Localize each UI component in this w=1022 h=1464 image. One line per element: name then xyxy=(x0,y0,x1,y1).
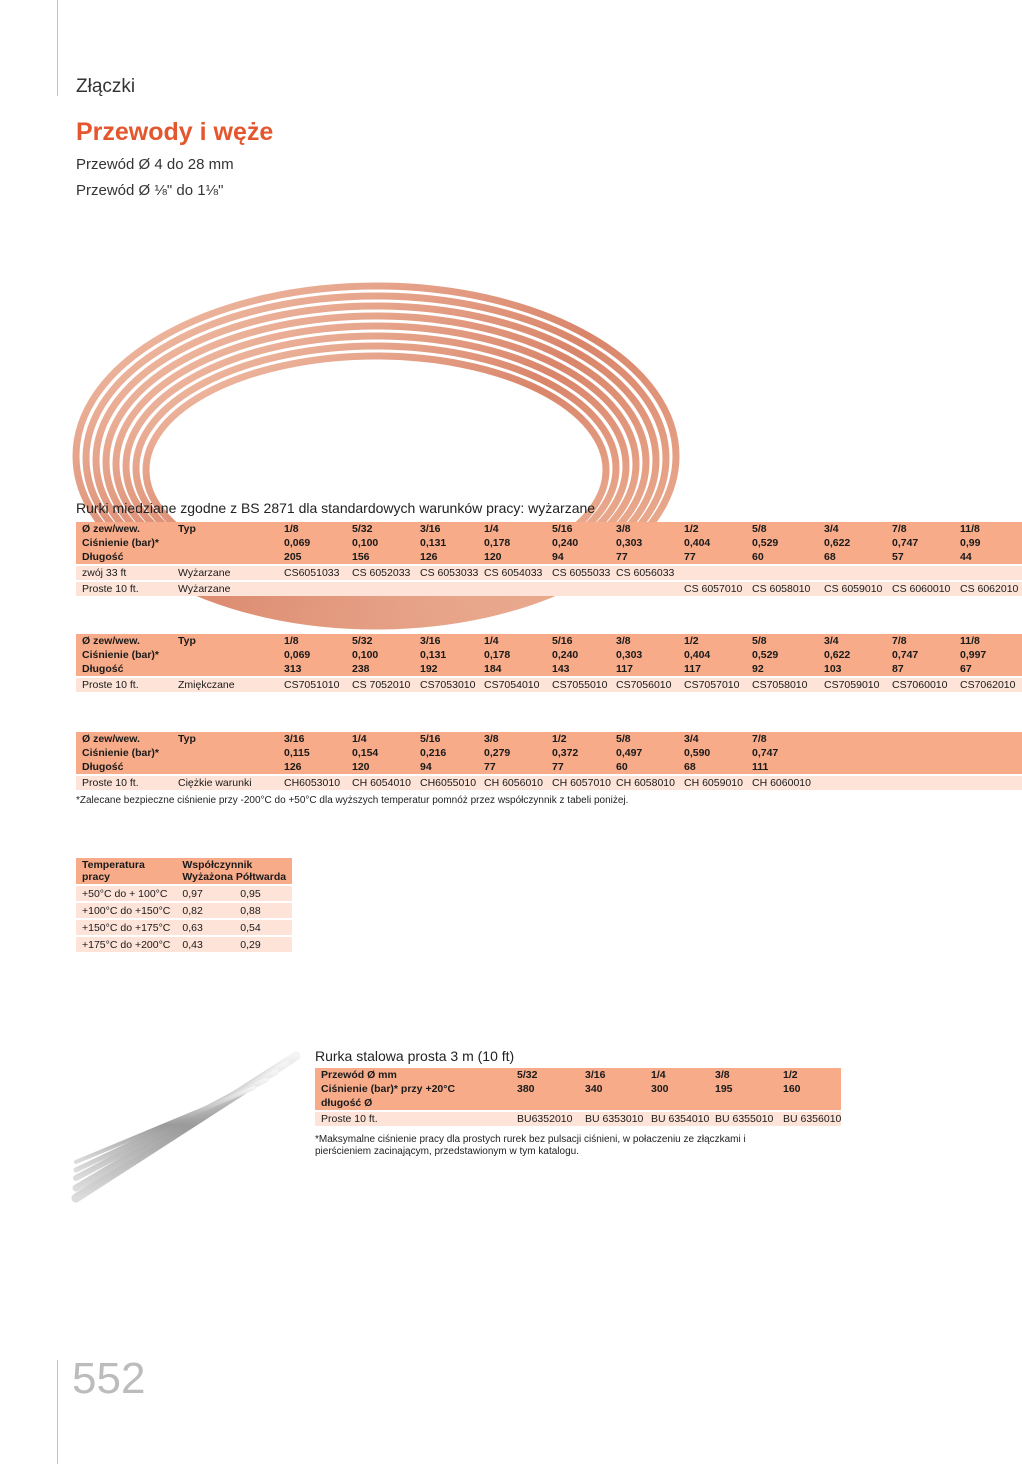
table-cell: 11/8 xyxy=(954,634,1022,648)
table-cell: CS7056010 xyxy=(610,677,678,692)
temp-range: +100°C do +150°C xyxy=(76,902,176,919)
table-cell xyxy=(886,746,954,760)
table-cell: 3/4 xyxy=(818,634,886,648)
table-cell xyxy=(709,1096,777,1111)
table-cell: 300 xyxy=(645,1082,709,1096)
table-cell: CS 6053033 xyxy=(414,565,478,581)
table-row xyxy=(76,919,292,936)
steel-pipe-note: *Maksymalne ciśnienie pracy dla prostych rurek bez pulsacji ciśnieni, w połaczeniu ze złączkami i pierścieniem zacinającym, przedstawionym w tym katalogu. xyxy=(315,1134,746,1157)
table-row xyxy=(315,1111,841,1126)
table-cell: CS7058010 xyxy=(746,677,818,692)
table-cell: Ø zew/wew. xyxy=(76,522,172,536)
table-cell: 11/8 xyxy=(954,522,1022,536)
table-cell: CS 6055033 xyxy=(546,565,610,581)
table-cell: CS 6059010 xyxy=(818,581,886,596)
table-cell: 1/4 xyxy=(478,634,546,648)
table-cell xyxy=(746,565,818,581)
table-cell: 0,154 xyxy=(346,746,414,760)
table-cell: CH 6056010 xyxy=(478,775,546,790)
table-cell: 7/8 xyxy=(886,522,954,536)
table-cell: 3/8 xyxy=(478,732,546,746)
table-cell: 1/2 xyxy=(546,732,610,746)
table-cell: 1/4 xyxy=(645,1068,709,1082)
table-row xyxy=(76,536,1022,550)
table-cell: CS 6052033 xyxy=(346,565,414,581)
table-cell: BU 6353010 xyxy=(579,1111,645,1126)
table-cell xyxy=(511,1096,579,1111)
table-cell: 0,529 xyxy=(746,648,818,662)
table-cell: 0,069 xyxy=(278,536,346,550)
table-cell xyxy=(818,775,886,790)
table-cell: CS 6054033 xyxy=(478,565,546,581)
coef-half-hard: 0,29 xyxy=(234,936,292,952)
temp-header-cell xyxy=(76,858,176,885)
table-row xyxy=(76,662,1022,677)
table-cell: Typ xyxy=(172,732,278,746)
table-cell: 117 xyxy=(678,662,746,677)
table-row xyxy=(76,775,1022,790)
table-cell xyxy=(610,581,678,596)
table-cell xyxy=(278,581,346,596)
table-cell: 103 xyxy=(818,662,886,677)
table-row xyxy=(315,1068,841,1082)
coef-half-hard: 0,88 xyxy=(234,902,292,919)
table-cell xyxy=(172,648,278,662)
steel-pipe-table xyxy=(315,1068,841,1126)
table-cell: 87 xyxy=(886,662,954,677)
table-row xyxy=(315,1082,841,1096)
temp-header-line2: pracy xyxy=(82,871,111,883)
table-cell: 0,279 xyxy=(478,746,546,760)
table-cell: Ciężkie warunki xyxy=(172,775,278,790)
table-cell: 0,131 xyxy=(414,648,478,662)
table-cell: 0,100 xyxy=(346,648,414,662)
pressure-footnote: *Zalecane bezpieczne ciśnienie przy -200°C do +50°C dla wyższych temperatur pomnóż przez współczynnik z tabeli poniżej. xyxy=(76,795,629,806)
subtitle-inch: Przewód Ø ⅛" do 1⅛" xyxy=(76,182,224,199)
table-cell: 3/16 xyxy=(278,732,346,746)
table-cell: CS 6060010 xyxy=(886,581,954,596)
table-cell: 205 xyxy=(278,550,346,565)
table-cell: CS7059010 xyxy=(818,677,886,692)
heavy-duty-pipes-table xyxy=(76,732,1022,790)
table-cell: CS7062010 xyxy=(954,677,1022,692)
annealed-header: Wyżażona xyxy=(182,871,233,883)
table-cell xyxy=(546,581,610,596)
table-cell: 143 xyxy=(546,662,610,677)
temperature-coefficient-table xyxy=(76,858,292,952)
table-cell xyxy=(886,732,954,746)
table-cell: Długość xyxy=(76,550,172,565)
table-row xyxy=(76,565,1022,581)
table-cell: 5/32 xyxy=(346,522,414,536)
table-cell: 120 xyxy=(346,760,414,775)
table-cell: 3/4 xyxy=(818,522,886,536)
table-row xyxy=(76,732,1022,746)
table-cell xyxy=(954,746,1022,760)
table-cell: Długość xyxy=(76,662,172,677)
table-cell: 7/8 xyxy=(886,634,954,648)
table-cell: 126 xyxy=(278,760,346,775)
coef-half-hard: 0,54 xyxy=(234,919,292,936)
table-cell: 1/4 xyxy=(346,732,414,746)
table-cell: 156 xyxy=(346,550,414,565)
table-cell xyxy=(886,760,954,775)
table-cell: 0,240 xyxy=(546,648,610,662)
table-cell: 195 xyxy=(709,1082,777,1096)
table-cell xyxy=(777,1096,841,1111)
table-cell: Ø zew/wew. xyxy=(76,732,172,746)
table-cell: 1/8 xyxy=(278,522,346,536)
table-cell: 184 xyxy=(478,662,546,677)
table-cell: CS7057010 xyxy=(678,677,746,692)
table-cell xyxy=(886,775,954,790)
table-cell: Ø zew/wew. xyxy=(76,634,172,648)
table-cell: CS7055010 xyxy=(546,677,610,692)
table-cell: 0,100 xyxy=(346,536,414,550)
table-cell xyxy=(818,565,886,581)
table-row xyxy=(76,677,1022,692)
annealed-pipes-table xyxy=(76,522,1022,596)
table-cell: 313 xyxy=(278,662,346,677)
table-cell: Proste 10 ft. xyxy=(76,677,172,692)
table-cell xyxy=(818,746,886,760)
table-cell: 0,99 xyxy=(954,536,1022,550)
table-cell: CH6053010 xyxy=(278,775,346,790)
table-cell: BU 6356010 xyxy=(777,1111,841,1126)
table-cell: CS6051033 xyxy=(278,565,346,581)
table-cell: 0,178 xyxy=(478,648,546,662)
steel-pipe-image xyxy=(76,1050,304,1202)
table-cell: 0,404 xyxy=(678,536,746,550)
table-cell: CS 6058010 xyxy=(746,581,818,596)
table-cell: 340 xyxy=(579,1082,645,1096)
table-cell xyxy=(172,536,278,550)
table-cell xyxy=(954,565,1022,581)
table-cell xyxy=(414,581,478,596)
table-cell xyxy=(579,1096,645,1111)
table-row xyxy=(76,634,1022,648)
table-cell: Wyżarzane xyxy=(172,581,278,596)
table-cell: 0,747 xyxy=(886,648,954,662)
table-cell: 0,404 xyxy=(678,648,746,662)
table-cell: 380 xyxy=(511,1082,579,1096)
steel-pipe-title: Rurka stalowa prosta 3 m (10 ft) xyxy=(315,1048,515,1064)
table-cell: 60 xyxy=(610,760,678,775)
table-cell: 0,372 xyxy=(546,746,610,760)
table-cell: 60 xyxy=(746,550,818,565)
table-cell: CS 7052010 xyxy=(346,677,414,692)
table-cell: CS7053010 xyxy=(414,677,478,692)
table-cell: 126 xyxy=(414,550,478,565)
table-cell: 92 xyxy=(746,662,818,677)
table-cell: 192 xyxy=(414,662,478,677)
table-cell: 68 xyxy=(818,550,886,565)
table-cell: Zmiękczane xyxy=(172,677,278,692)
table-cell: 5/8 xyxy=(746,634,818,648)
table-cell: 3/16 xyxy=(579,1068,645,1082)
table-cell xyxy=(818,732,886,746)
table-cell: 0,303 xyxy=(610,536,678,550)
table-cell: Ciśnienie (bar)* przy +20°C xyxy=(315,1082,511,1096)
coef-annealed: 0,43 xyxy=(176,936,234,952)
table-cell: 68 xyxy=(678,760,746,775)
table-cell: 0,529 xyxy=(746,536,818,550)
table-cell: 1/2 xyxy=(678,634,746,648)
page-title: Przewody i węże xyxy=(76,118,274,146)
table-cell: 77 xyxy=(678,550,746,565)
softened-pipes-table xyxy=(76,634,1022,692)
table-cell: 77 xyxy=(610,550,678,565)
table-cell: 3/8 xyxy=(610,634,678,648)
table-cell: 5/16 xyxy=(546,522,610,536)
table-cell: 3/4 xyxy=(678,732,746,746)
table-cell: CH6055010 xyxy=(414,775,478,790)
table-cell: długość Ø xyxy=(315,1096,511,1111)
table-row xyxy=(315,1096,841,1111)
table-cell xyxy=(818,760,886,775)
table-cell: BU 6355010 xyxy=(709,1111,777,1126)
table-row xyxy=(76,581,1022,596)
coef-header: Współczynnik xyxy=(182,859,253,871)
temp-range: +150°C do +175°C xyxy=(76,919,176,936)
table-cell: 5/16 xyxy=(546,634,610,648)
table-cell xyxy=(678,565,746,581)
table-cell: 94 xyxy=(414,760,478,775)
table-row xyxy=(76,648,1022,662)
table-cell xyxy=(478,581,546,596)
table-row xyxy=(76,885,292,902)
table-cell: zwój 33 ft xyxy=(76,565,172,581)
table-row xyxy=(76,902,292,919)
table-cell: Typ xyxy=(172,522,278,536)
table-cell: 5/8 xyxy=(746,522,818,536)
table-cell: 0,178 xyxy=(478,536,546,550)
table-row xyxy=(76,936,292,952)
temp-header-line1: Temperatura xyxy=(82,859,145,871)
table-cell: Ciśnienie (bar)* xyxy=(76,746,172,760)
subtitle-mm: Przewód Ø 4 do 28 mm xyxy=(76,156,234,173)
temp-range: +50°C do + 100°C xyxy=(76,885,176,902)
table-cell: 0,622 xyxy=(818,648,886,662)
table-cell: 77 xyxy=(546,760,610,775)
table-cell: BU 6354010 xyxy=(645,1111,709,1126)
table-cell: 5/16 xyxy=(414,732,478,746)
bottom-margin-rule xyxy=(57,1360,58,1464)
table-row xyxy=(76,746,1022,760)
table-cell: Ciśnienie (bar)* xyxy=(76,648,172,662)
table-row xyxy=(76,522,1022,536)
coef-annealed: 0,82 xyxy=(176,902,234,919)
table-cell: Wyżarzane xyxy=(172,565,278,581)
table-cell: 7/8 xyxy=(746,732,818,746)
copper-pipes-caption: Rurki miedziane zgodne z BS 2871 dla standardowych warunków pracy: wyżarzane xyxy=(76,500,596,516)
table-cell: CS 6056033 xyxy=(610,565,678,581)
table-cell xyxy=(346,581,414,596)
table-cell: 120 xyxy=(478,550,546,565)
table-cell: 1/2 xyxy=(777,1068,841,1082)
table-cell: Typ xyxy=(172,634,278,648)
table-cell xyxy=(172,760,278,775)
table-cell: 0,747 xyxy=(886,536,954,550)
table-cell: 160 xyxy=(777,1082,841,1096)
table-cell: CS7051010 xyxy=(278,677,346,692)
table-cell: CS 6062010 xyxy=(954,581,1022,596)
table-cell: 0,216 xyxy=(414,746,478,760)
coef-annealed: 0,63 xyxy=(176,919,234,936)
table-cell: 3/16 xyxy=(414,522,478,536)
top-margin-rule xyxy=(57,0,58,96)
table-cell: 0,131 xyxy=(414,536,478,550)
table-cell: 67 xyxy=(954,662,1022,677)
table-cell: 0,303 xyxy=(610,648,678,662)
table-cell: CH 6059010 xyxy=(678,775,746,790)
table-cell: 0,497 xyxy=(610,746,678,760)
table-cell: Proste 10 ft. xyxy=(76,581,172,596)
coef-half-hard: 0,95 xyxy=(234,885,292,902)
table-cell: Proste 10 ft. xyxy=(76,775,172,790)
table-cell: 238 xyxy=(346,662,414,677)
table-cell: 0,240 xyxy=(546,536,610,550)
table-cell: 111 xyxy=(746,760,818,775)
table-cell xyxy=(172,550,278,565)
table-cell: Długość xyxy=(76,760,172,775)
table-cell: CH 6060010 xyxy=(746,775,818,790)
coef-header-cell xyxy=(176,858,292,885)
table-cell: CH 6054010 xyxy=(346,775,414,790)
temp-range: +175°C do +200°C xyxy=(76,936,176,952)
table-cell: 3/8 xyxy=(709,1068,777,1082)
table-cell xyxy=(954,760,1022,775)
table-cell: 0,622 xyxy=(818,536,886,550)
table-cell: 57 xyxy=(886,550,954,565)
table-cell: 0,115 xyxy=(278,746,346,760)
table-cell xyxy=(172,746,278,760)
table-cell xyxy=(954,732,1022,746)
table-cell: CS7054010 xyxy=(478,677,546,692)
table-cell xyxy=(886,565,954,581)
table-cell: 94 xyxy=(546,550,610,565)
table-cell: 1/8 xyxy=(278,634,346,648)
table-cell: 5/32 xyxy=(346,634,414,648)
table-cell: Przewód Ø mm xyxy=(315,1068,511,1082)
table-cell: 5/8 xyxy=(610,732,678,746)
table-cell: 44 xyxy=(954,550,1022,565)
table-cell: 3/8 xyxy=(610,522,678,536)
table-cell: Ciśnienie (bar)* xyxy=(76,536,172,550)
table-cell: CS 6057010 xyxy=(678,581,746,596)
table-cell: Proste 10 ft. xyxy=(315,1111,511,1126)
table-cell: BU6352010 xyxy=(511,1111,579,1126)
table-cell: 0,590 xyxy=(678,746,746,760)
table-cell: 117 xyxy=(610,662,678,677)
table-cell xyxy=(172,662,278,677)
table-cell: 5/32 xyxy=(511,1068,579,1082)
coef-annealed: 0,97 xyxy=(176,885,234,902)
table-cell: 0,069 xyxy=(278,648,346,662)
table-cell: 0,747 xyxy=(746,746,818,760)
section-label: Złączki xyxy=(76,76,136,97)
copper-coil-image xyxy=(76,206,590,456)
table-cell xyxy=(645,1096,709,1111)
table-cell: CS7060010 xyxy=(886,677,954,692)
table-row xyxy=(76,760,1022,775)
table-cell: CH 6058010 xyxy=(610,775,678,790)
table-cell: 77 xyxy=(478,760,546,775)
table-cell: 0,997 xyxy=(954,648,1022,662)
table-cell xyxy=(954,775,1022,790)
page-number: 552 xyxy=(72,1354,146,1403)
table-cell: 1/2 xyxy=(678,522,746,536)
table-row xyxy=(76,550,1022,565)
table-cell: CH 6057010 xyxy=(546,775,610,790)
half-hard-header: Półtwarda xyxy=(235,871,287,883)
table-cell: 3/16 xyxy=(414,634,478,648)
table-cell: 1/4 xyxy=(478,522,546,536)
